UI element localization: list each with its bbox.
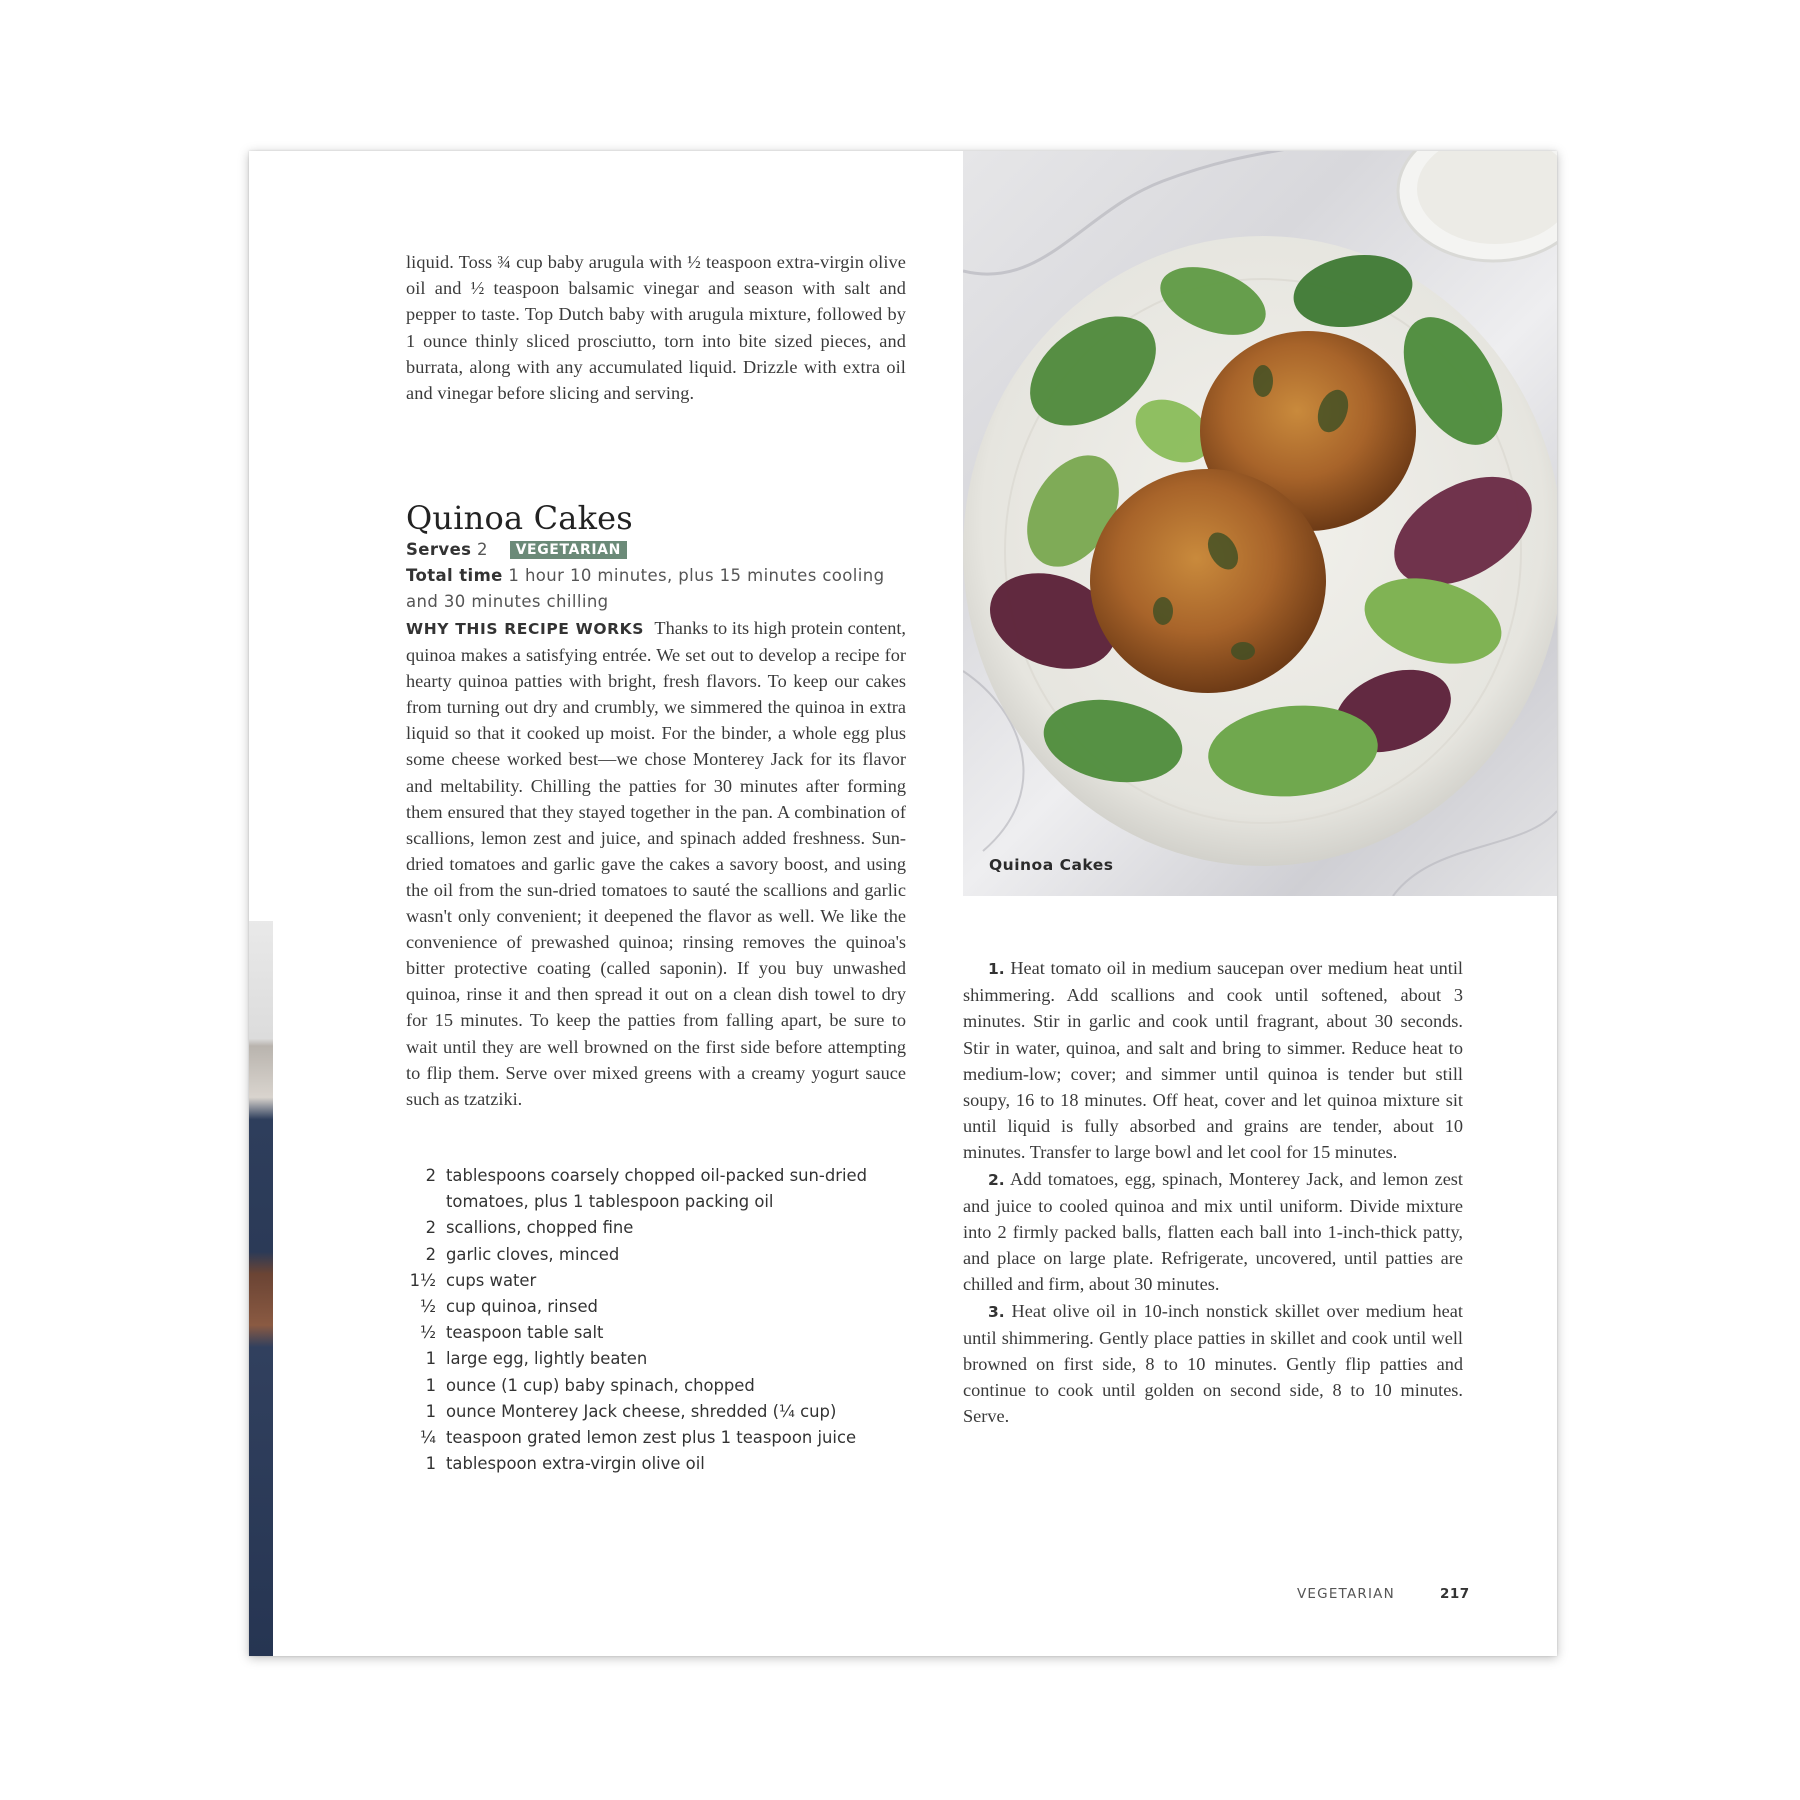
ingredient-text: scallions, chopped fine	[446, 1218, 634, 1238]
ingredient-quantity: ½	[420, 1323, 436, 1343]
total-time-line	[406, 563, 906, 615]
ingredient-quantity: 1	[425, 1375, 436, 1395]
ingredient-text: cups water	[446, 1270, 537, 1290]
book-page	[249, 151, 1557, 1656]
step-number: 1.	[988, 960, 1005, 978]
ingredient-item	[406, 1451, 926, 1477]
page-number: 217	[1440, 1586, 1470, 1602]
step-text: Add tomatoes, egg, spinach, Monterey Jack, and lemon zest and juice to cooled quinoa and mix until uniform. Divide mixture into 2 firmly packed balls, flatten each ball into 1-inch-thick patty, and place on large plate. Refrigerate, uncovered, until patties are chilled and firm, about 30 minutes.	[963, 1168, 1464, 1295]
ingredient-quantity: 2	[425, 1218, 436, 1238]
previous-page-photo-edge	[249, 921, 273, 1656]
recipe-title: Quinoa Cakes	[406, 499, 633, 537]
why-text: Thanks to its high protein content, quinoa makes a satisfying entrée. We set out to develop a recipe for hearty quinoa patties with bright, fresh flavors. To keep our cakes from turning out dry and crumbly, we simmered the quinoa in extra liquid so that it cooked up moist. For the binder, a whole egg plus some cheese worked best—we chose Monterey Jack for its flavor and meltability. Chilling the patties for 30 minutes after forming them ensured that they stayed together in the pan. A combination of scallions, lemon zest and juice, and spinach added freshness. Sun-dried tomatoes and garlic gave the cakes a savory boost, and using the oil from the sun-dried tomatoes to sauté the scallions and garlic wasn't only convenient; it deepened the flavor as well. We like the convenience of prewashed quinoa; rinsing removes the quinoa's bitter protective coating (called saponin). If you buy unwashed quinoa, rinse it and then spread it out on a clean dish towel to dry for 15 minutes. To keep the patties from falling apart, be sure to wait until they are well browned on the first side before attempting to flip them. Serve over mixed greens with a creamy yogurt sauce such as tzatziki.	[406, 618, 906, 1109]
ingredient-item	[406, 1268, 926, 1294]
recipe-step	[963, 1166, 1463, 1298]
ingredient-quantity: 2	[425, 1166, 436, 1185]
ingredient-text: garlic cloves, minced	[446, 1244, 620, 1264]
step-text: Heat tomato oil in medium saucepan over medium heat until shimmering. Add scallions and cook until softened, about 3 minutes. Stir in garlic and cook until fragrant, about 30 seconds. Stir in water, quinoa, and salt and bring to simmer. Reduce heat to medium-low; cover; and simmer until quinoa is tender but still soupy, 16 to 18 minutes. Off heat, cover and let quinoa mixture sit until liquid is fully absorbed and grains are tender, about 10 minutes. Transfer to large bowl and let cool for 15 minutes.	[963, 958, 1463, 1163]
ingredient-item	[406, 1399, 926, 1425]
recipe-step	[963, 1298, 1463, 1430]
ingredient-item	[406, 1163, 926, 1215]
ingredient-quantity: 1	[425, 1454, 436, 1474]
ingredient-text: ounce (1 cup) baby spinach, chopped	[446, 1375, 755, 1395]
ingredient-item	[406, 1215, 926, 1241]
serves-line	[406, 537, 906, 563]
ingredient-text: tablespoon extra-virgin olive oil	[446, 1454, 705, 1474]
step-number: 2.	[988, 1170, 1005, 1189]
ingredient-text: ounce Monterey Jack cheese, shredded (¼ cup)	[446, 1401, 837, 1421]
ingredient-text: large egg, lightly beaten	[446, 1349, 648, 1369]
ingredient-item	[406, 1425, 926, 1451]
total-time-label: Total time	[406, 566, 503, 585]
why-this-recipe-works	[406, 615, 906, 1112]
recipe-steps	[963, 955, 1463, 1430]
ingredient-quantity: 1½	[409, 1270, 436, 1290]
ingredient-quantity: ½	[420, 1297, 436, 1317]
food-photo-illustration	[963, 151, 1557, 896]
ingredient-text: tablespoons coarsely chopped oil-packed sun-dried tomatoes, plus 1 tablespoon packing oil	[446, 1166, 868, 1212]
ingredient-item	[406, 1294, 926, 1320]
intro-paragraph: liquid. Toss ¾ cup baby arugula with ½ teaspoon extra-virgin olive oil and ½ teaspoon balsamic vinegar and season with salt and pepper to taste. Top Dutch baby with arugula mixture, followed by 1 ounce thinly sliced prosciutto, torn into bite sized pieces, and burrata, along with any accumulated liquid. Drizzle with extra oil and vinegar before slicing and serving.	[406, 252, 906, 404]
step-number: 3.	[988, 1302, 1005, 1321]
ingredient-text: teaspoon table salt	[446, 1323, 604, 1343]
recipe-step	[963, 955, 1463, 1166]
ingredient-quantity: ¼	[420, 1428, 436, 1448]
serves-label: Serves	[406, 540, 472, 559]
ingredient-item	[406, 1373, 926, 1399]
footer-section-label: VEGETARIAN	[1297, 1586, 1395, 1602]
photo-caption: Quinoa Cakes	[989, 856, 1114, 874]
ingredient-text: teaspoon grated lemon zest plus 1 teaspoon juice	[446, 1428, 857, 1448]
ingredient-item	[406, 1242, 926, 1268]
total-time-value: 1 hour 10 minutes, plus 15 minutes cooling and 30 minutes chilling	[406, 566, 885, 611]
quinoa-cakes-photo	[963, 151, 1557, 896]
ingredient-list	[406, 1163, 926, 1477]
serves-value: 2	[477, 540, 488, 559]
step-text: Heat olive oil in 10-inch nonstick skillet over medium heat until shimmering. Gently place patties in skillet and cook until well browned on first side, 8 to 10 minutes. Gently flip patties and continue to cook until golden on second side, 8 to 10 minutes. Serve.	[963, 1300, 1463, 1427]
ingredient-text: cup quinoa, rinsed	[446, 1297, 598, 1317]
ingredient-item	[406, 1346, 926, 1372]
why-label: WHY THIS RECIPE WORKS	[406, 620, 645, 638]
ingredient-quantity: 1	[425, 1401, 436, 1421]
vegetarian-badge: VEGETARIAN	[510, 541, 627, 559]
ingredient-item	[406, 1320, 926, 1346]
ingredient-quantity: 1	[425, 1349, 436, 1369]
ingredient-quantity: 2	[425, 1244, 436, 1264]
